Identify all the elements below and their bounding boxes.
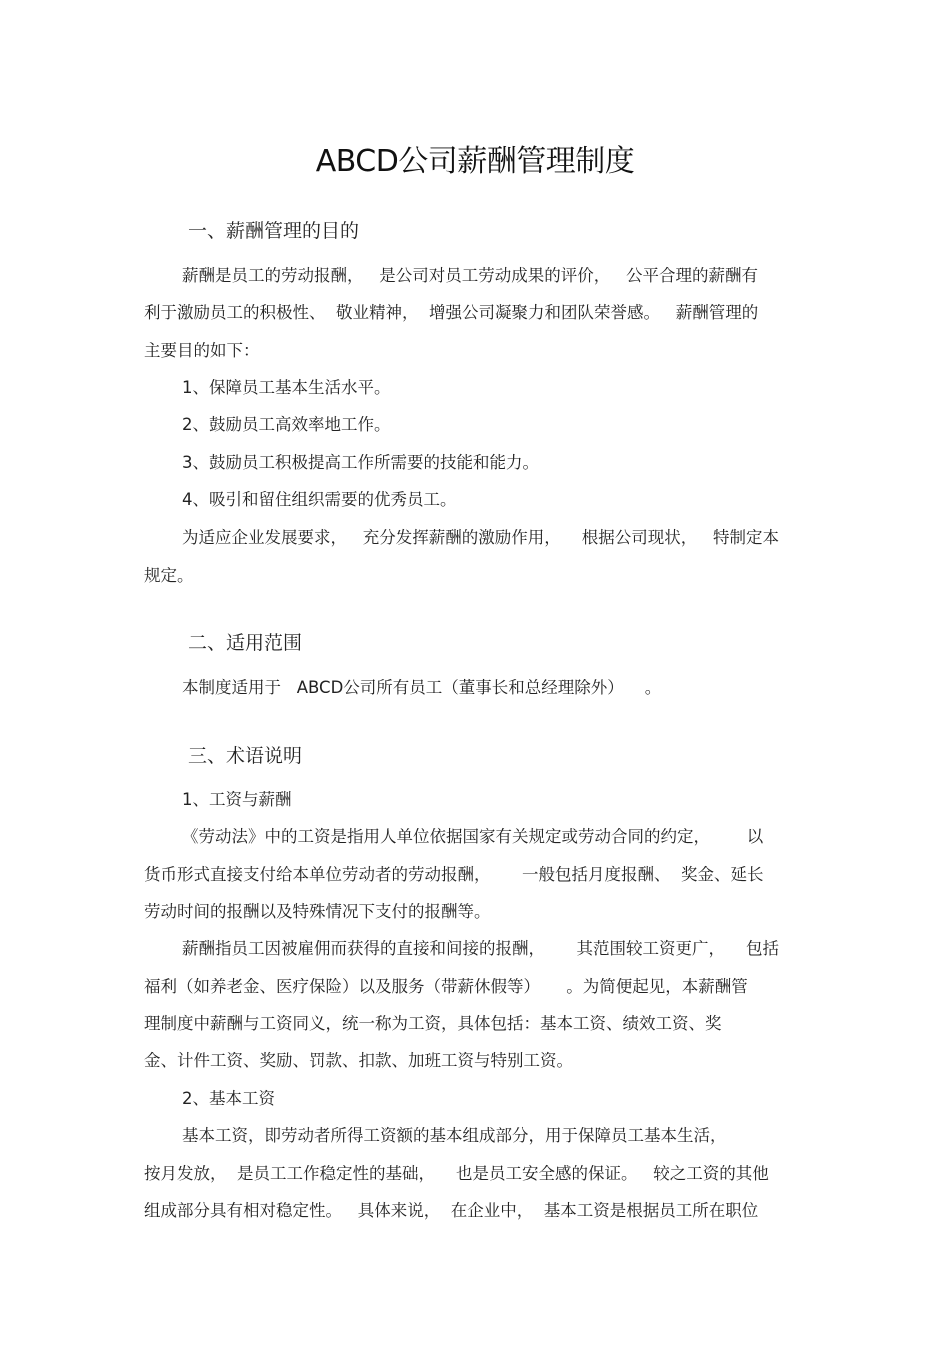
paragraph-line: 劳动时间的报酬以及特殊情况下支付的报酬等。 <box>144 902 491 921</box>
section-heading-purpose: 一、薪酬管理的目的 <box>188 220 360 242</box>
paragraph-line: 薪酬指员工因被雇佣而获得的直接和间接的报酬， 其范围较工资更广， 包括 <box>182 939 779 958</box>
section-heading-scope: 二、适用范围 <box>188 632 303 654</box>
list-item: 4、吸引和留住组织需要的优秀员工。 <box>182 490 457 509</box>
subheading: 2、基本工资 <box>182 1089 275 1108</box>
paragraph-line: 理制度中薪酬与工资同义，统一称为工资，具体包括：基本工资、绩效工资、奖 <box>144 1014 722 1033</box>
paragraph-line: 为适应企业发展要求， 充分发挥薪酬的激励作用， 根据公司现状， 特制定本 <box>182 528 779 547</box>
paragraph-line: 薪酬是员工的劳动报酬， 是公司对员工劳动成果的评价， 公平合理的薪酬有 <box>182 266 758 285</box>
paragraph-line: 按月发放， 是员工工作稳定性的基础， 也是员工安全感的保证。 较之工资的其他 <box>144 1164 769 1183</box>
document-title: ABCD公司薪酬管理制度 <box>315 144 635 179</box>
paragraph-line: 主要目的如下： <box>144 341 260 360</box>
section-heading-terms: 三、术语说明 <box>188 745 303 767</box>
paragraph-line: 本制度适用于 ABCD公司所有员工（董事长和总经理除外） 。 <box>182 678 662 697</box>
paragraph-line: 《劳动法》中的工资是指用人单位依据国家有关规定或劳动合同的约定， 以 <box>182 827 764 846</box>
paragraph-line: 规定。 <box>144 566 194 585</box>
list-item: 2、鼓励员工高效率地工作。 <box>182 415 391 434</box>
subheading: 1、工资与薪酬 <box>182 790 292 809</box>
paragraph-line: 金、计件工资、奖励、罚款、扣款、加班工资与特别工资。 <box>144 1051 573 1070</box>
paragraph-line: 基本工资，即劳动者所得工资额的基本组成部分，用于保障员工基本生活， <box>182 1126 727 1145</box>
list-item: 1、保障员工基本生活水平。 <box>182 378 391 397</box>
paragraph-line: 福利（如养老金、医疗保险）以及服务（带薪休假等） 。为简便起见，本薪酬管 <box>144 977 748 996</box>
paragraph-line: 组成部分具有相对稳定性。 具体来说， 在企业中， 基本工资是根据员工所在职位 <box>144 1201 759 1220</box>
paragraph-line: 货币形式直接支付给本单位劳动者的劳动报酬， 一般包括月度报酬、 奖金、延长 <box>144 865 764 884</box>
paragraph-line: 利于激励员工的积极性、 敬业精神， 增强公司凝聚力和团队荣誉感。 薪酬管理的 <box>144 303 759 322</box>
list-item: 3、鼓励员工积极提高工作所需要的技能和能力。 <box>182 453 539 472</box>
